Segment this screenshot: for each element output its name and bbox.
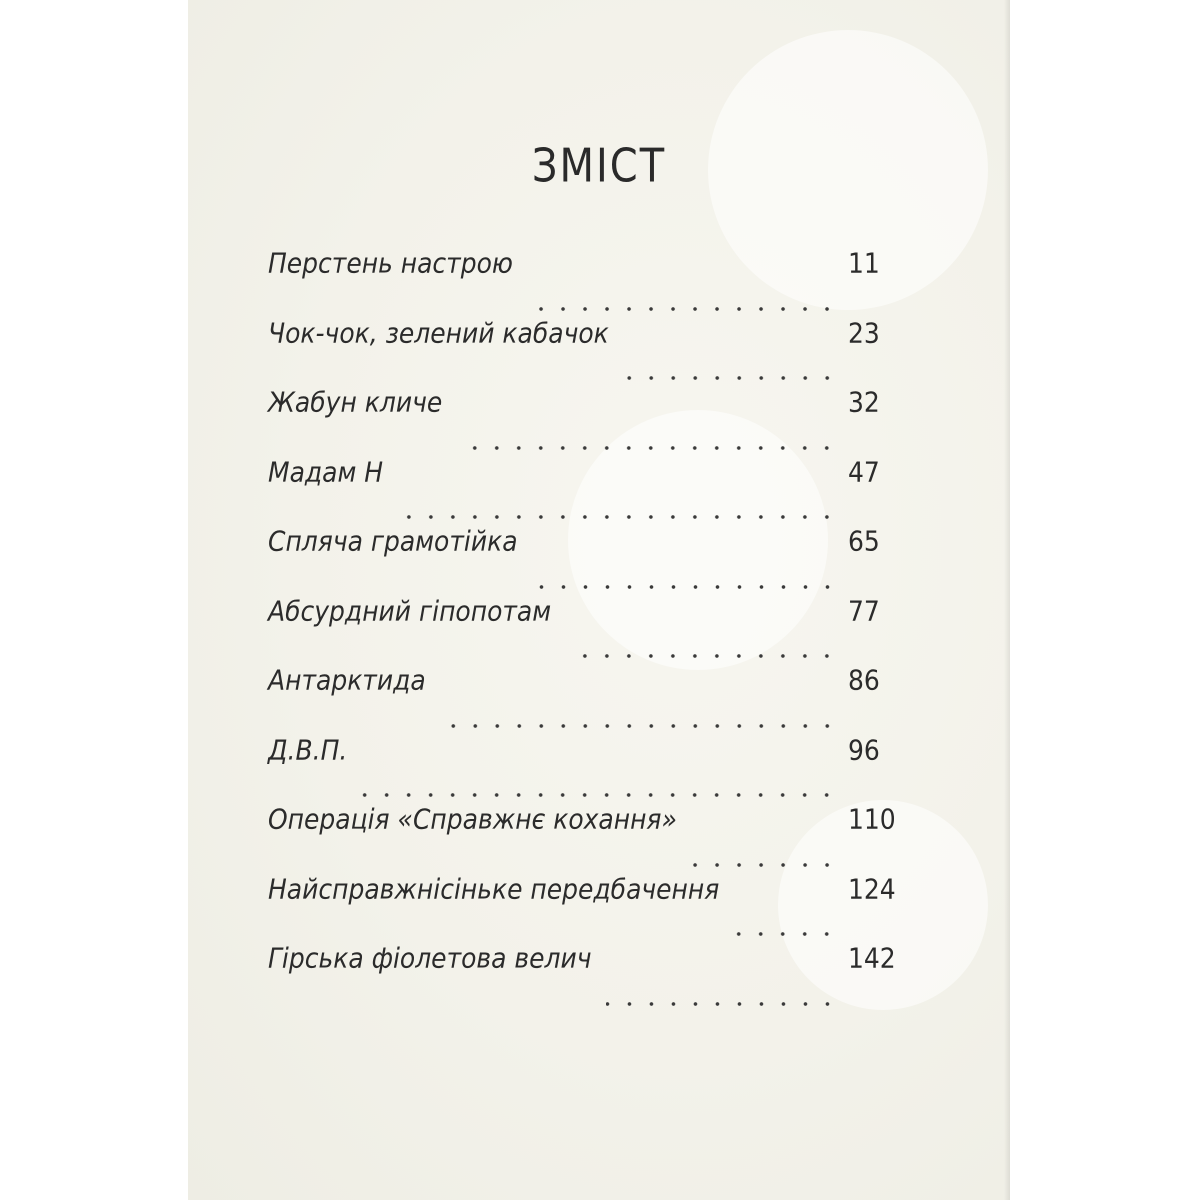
toc-entry-title: Гірська фіолетова велич [268,942,592,974]
table-of-contents [268,247,908,1015]
toc-entry-title: Жабун кличе [268,386,443,418]
toc-entry[interactable] [268,942,908,1015]
toc-entry-title: Д.В.П. [268,733,348,766]
toc-entry[interactable] [268,525,908,598]
toc-entry[interactable] [268,247,908,320]
toc-entry-title: Антарктида [268,664,426,696]
toc-entry[interactable] [268,733,908,807]
dot-leader [532,585,838,589]
dot-leader [527,307,838,311]
page-edge-shadow [1004,0,1010,1200]
dot-leader [565,654,838,658]
toc-entry[interactable] [268,386,908,459]
toc-entry[interactable] [268,664,908,737]
toc-entry-page: 11 [848,247,880,279]
toc-entry[interactable] [268,316,908,390]
toc-entry[interactable] [268,594,908,668]
toc-entry-page: 110 [848,803,896,835]
toc-entry-page: 124 [848,872,896,905]
toc-entry-title: Мадам Н [268,455,384,488]
toc-entry-title: Абсурдний гіпопотам [268,594,552,627]
toc-entry-page: 23 [848,316,880,349]
dot-leader [440,724,838,728]
dot-leader [361,793,838,797]
dot-leader [397,515,838,519]
toc-entry-title: Перстень настрою [268,247,513,279]
book-page [188,0,1010,1200]
toc-entry-page: 142 [848,942,896,974]
toc-entry[interactable] [268,872,908,946]
dot-leader [623,376,838,380]
toc-entry-title: Операція «Справжнє кохання» [268,803,677,835]
dot-leader [733,932,838,936]
toc-entry[interactable] [268,455,908,529]
dot-leader [691,863,838,867]
toc-entry-page: 96 [848,733,880,766]
toc-entry-page: 32 [848,386,880,418]
dot-leader [456,446,838,450]
toc-entry-page: 86 [848,664,880,696]
toc-entry-title: Спляча грамотійка [268,525,518,557]
toc-entry-page: 65 [848,525,880,557]
toc-entry-title: Чок-чок, зелений кабачок [268,316,609,349]
toc-entry-page: 77 [848,594,880,627]
page-title: ЗМІСТ [531,140,667,193]
toc-entry[interactable] [268,803,908,876]
toc-entry-page: 47 [848,455,880,488]
toc-entry-title: Найсправжнісінькe передбачення [268,872,720,905]
dot-leader [606,1002,838,1006]
